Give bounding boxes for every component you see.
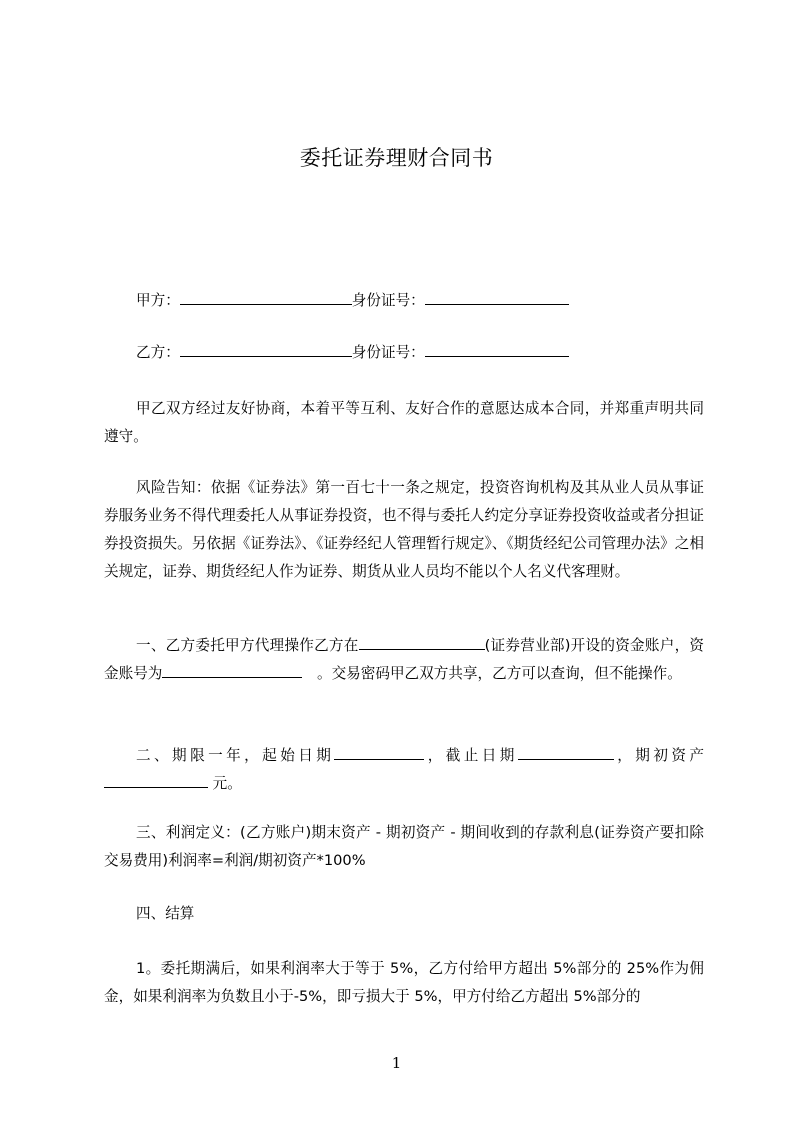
party-a-line (104, 287, 704, 315)
risk-notice-paragraph: 风险告知：依据《证券法》第一百七十一条之规定，投资咨询机构及其从业人员从事证券服务业务不得代理委托人从事证券投资，也不得与委托人约定分享证券投资收益或者分担证券投资损失。另依据《证券法》、《证券经纪人管理暂行规定》、《期货经纪公司管理办法》之相关规定，证券、期货经纪人作为证券、期货从业人员均不能以个人名义代客理财。 (104, 479, 704, 580)
document-title: 委托证券理财合同书 (299, 146, 494, 170)
securities-branch-blank[interactable] (359, 635, 485, 650)
end-date-blank[interactable] (518, 745, 614, 760)
account-number-blank[interactable] (162, 663, 302, 678)
start-date-blank[interactable] (334, 745, 424, 760)
initial-assets-blank[interactable] (104, 773, 208, 788)
party-a-label: 甲方： (136, 292, 180, 309)
page-number: 1 (391, 1054, 402, 1072)
party-b-label: 乙方： (136, 344, 180, 361)
clause-2-text-d: 元。 (208, 775, 242, 792)
clause-4-heading: 四、结算 (136, 905, 195, 922)
party-b-id-blank[interactable] (425, 342, 569, 357)
clause-2-text-a: 二、期限一年，起始日期 (136, 747, 335, 764)
clause-1-text-b: (证券营业部)开设的资金账户，资金账号为 (104, 637, 704, 682)
clause-4-item-1: 1。委托期满后，如果利润率大于等于 5%，乙方付给甲方超出 5%部分的 25%作为佣金，如果利润率为负数且小于-5%，即亏损大于 5%，甲方付给乙方超出 5%部分的 (104, 960, 704, 1005)
party-b-id-label: 身份证号： (351, 344, 425, 361)
clause-1-paragraph (104, 632, 704, 688)
party-b-name-blank[interactable] (180, 342, 352, 357)
clause-2-text-c: ，期初资产 (613, 747, 704, 764)
party-b-line (104, 339, 704, 367)
clause-2-text-b: ，截止日期 (424, 747, 518, 764)
party-a-id-blank[interactable] (425, 290, 569, 305)
party-a-name-blank[interactable] (180, 290, 352, 305)
clause-1-text-a: 一、乙方委托甲方代理操作乙方在 (136, 637, 359, 654)
clause-1-text-c: 。交易密码甲乙双方共享，乙方可以查询，但不能操作。 (302, 665, 682, 682)
intro-paragraph: 甲乙双方经过友好协商，本着平等互利、友好合作的意愿达成本合同，并郑重声明共同遵守。 (104, 400, 704, 445)
party-a-id-label: 身份证号： (351, 292, 425, 309)
clause-3-paragraph: 三、利润定义：(乙方账户)期末资产 - 期初资产 - 期间收到的存款利息(证券资产要扣除交易费用)利润率=利润/期初资产*100% (104, 824, 704, 869)
clause-2-paragraph (104, 742, 704, 798)
